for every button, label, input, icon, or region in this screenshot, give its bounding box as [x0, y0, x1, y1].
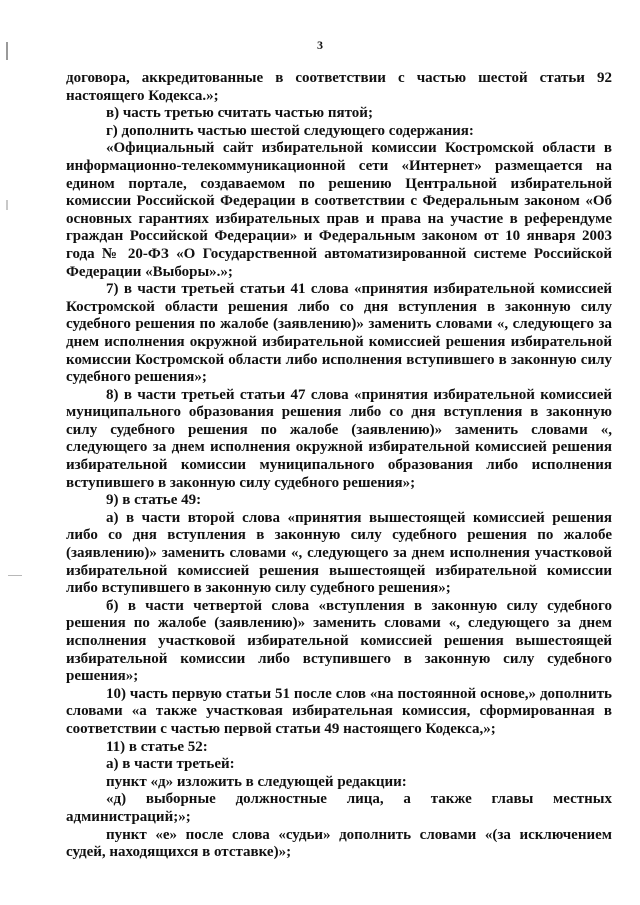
- paragraph-item-11: 11) в статье 52:: [106, 738, 208, 755]
- paragraph-item-9a: а) в части второй слова «принятия вышестоящей комиссией решения либо со дня вступления в законную силу судебного решения по жалобе (заявлению)» заменить словами «, следующего за днем исполнения участковой избирательной комиссией решения вышестоящей избирательной комиссии либо вступившего в законную силу судебного решения»;: [66, 509, 612, 597]
- paragraph-item-9b: б) в части четвертой слова «вступления в законную силу судебного решения по жалобе (заявлению)» заменить словами «, следующего за днем исполнения участковой избирательной комиссией решения вышестоящей избирательной комиссии либо вступившего в законную силу судебного решения»;: [66, 597, 612, 685]
- paragraph-point-d-text: «д) выборные должностные лица, а также главы местных администраций;»;: [66, 791, 612, 825]
- scan-artifact: [6, 200, 8, 210]
- paragraph-item-8: 8) в части третьей статьи 47 слова «принятия избирательной комиссией муниципального образования решения либо со дня вступления в законную силу судебного решения по жалобе (заявлению)» заменить словами «, следующего за днем исполнения окружной избирательной комиссией решения избирательной комиссии муниципального образования либо исполнения вступившего в законную силу судебного решения»;: [66, 386, 612, 491]
- paragraph-item-11a: а) в части третьей:: [106, 756, 235, 773]
- scan-artifact: [8, 575, 22, 576]
- paragraph-official-site: «Официальный сайт избирательной комиссии Костромской области в информационно-телекоммуникационной сети «Интернет» размещается на едином портале, создаваемом по решению Центральной избирательной комиссии Российской Федерации в соответствии с Федеральным законом «Об основных гарантиях избирательных прав и права на участие в референдуме граждан Российской Федерации» и Федеральным законом от 10 января 2003 года № 20-ФЗ «О Государственной автоматизированной системе Российской Федерации «Выборы».»;: [66, 140, 612, 280]
- document-body: [66, 70, 612, 862]
- paragraph-point-e: пункт «е» после слова «судьи» дополнить словами «(за исключением судей, находящихся в отставке)»;: [66, 826, 612, 861]
- paragraph-item-g: г) дополнить частью шестой следующего содержания:: [106, 122, 474, 139]
- paragraph-continuation: договора, аккредитованные в соответствии с частью шестой статьи 92 настоящего Кодекса.»;: [66, 70, 612, 104]
- paragraph-item-7: 7) в части третьей статьи 41 слова «принятия избирательной комиссией Костромской области решения либо со дня вступления в законную силу судебного решения по жалобе (заявлению)» заменить словами «, следующего за днем исполнения окружной избирательной комиссией решения избирательной комиссии Костромской области либо исполнения вступившего в законную силу судебного решения»;: [66, 281, 612, 386]
- paragraph-item-9: 9) в статье 49:: [106, 492, 202, 509]
- page-number: 3: [317, 38, 323, 52]
- paragraph-item-10: 10) часть первую статьи 51 после слов «на постоянной основе,» дополнить словами «а также участковая избирательная комиссия, сформированная в соответствии с частью первой статьи 49 настоящего Кодекса,»;: [66, 685, 612, 737]
- paragraph-item-v: в) часть третью считать частью пятой;: [106, 105, 373, 122]
- paragraph-point-d: пункт «д» изложить в следующей редакции:: [106, 773, 407, 790]
